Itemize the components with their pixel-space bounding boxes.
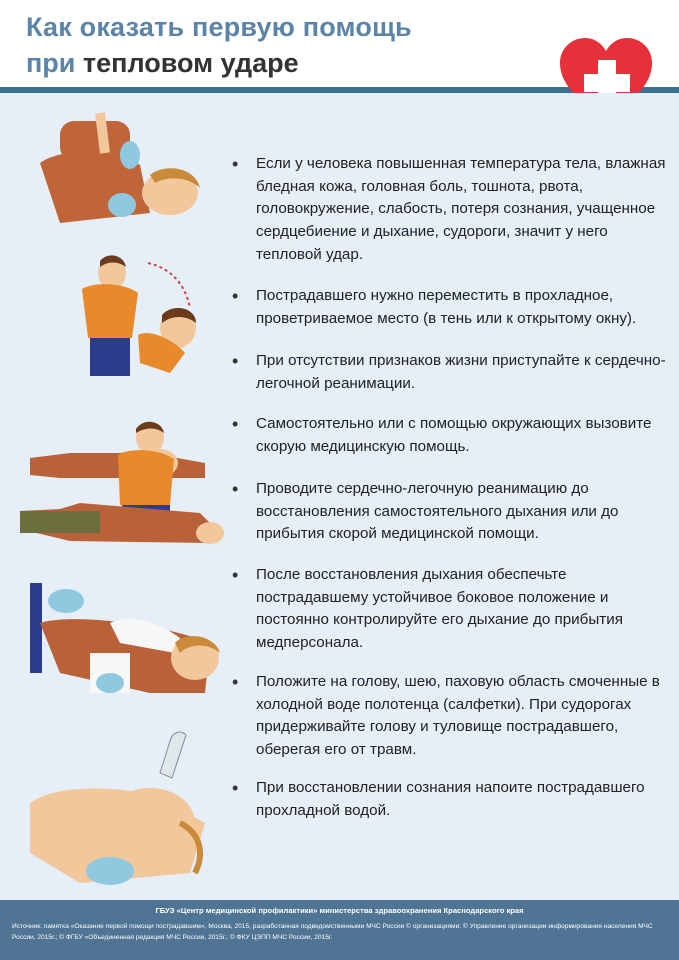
drink-water-illustration <box>30 732 205 885</box>
bullet: • <box>232 154 239 174</box>
check-patient-illustration <box>40 113 200 223</box>
list-item-text: Положите на голову, шею, паховую область смоченные в холодной воде полотенца (салфетки). При судорогах придерживайте голову и туловище пострадавшего, оберегая его от травм. <box>256 673 660 759</box>
list-item-text: При восстановлении сознания напоите пострадавшего прохладной водой. <box>256 779 645 819</box>
bullet: • <box>232 565 239 585</box>
title-line-2 <box>26 48 299 79</box>
bullet: • <box>232 414 239 434</box>
bullet: • <box>232 672 239 692</box>
footer-org: ГБУЗ «Центр медицинской профилактики» министерства здравоохранения Краснодарского края <box>155 906 524 915</box>
footer <box>0 900 679 960</box>
illustrations-column <box>0 93 230 900</box>
list-item-text: При отсутствии признаков жизни приступайте к сердечно-легочной реанимации. <box>256 352 666 392</box>
title-main: тепловом ударе <box>82 48 299 78</box>
bullet: • <box>232 351 239 371</box>
bullet: • <box>232 778 239 798</box>
title-line-1: Как оказать первую помощь <box>26 12 412 42</box>
list-item-text: Пострадавшего нужно переместить в прохладное, проветриваемое место (в тень или к открытому окну). <box>256 287 637 327</box>
list-item-text: Если у человека повышенная температура тела, влажная бледная кожа, головная боль, тошнота, рвота, головокружение, слабость, потеря сознания, учащенное сердцебиение и дыхание, судороги, значит у него тепловой удар. <box>256 155 666 263</box>
content-area <box>0 93 679 900</box>
list-item-text: Проводите сердечно-легочную реанимацию до восстановления самостоятельного дыхания или до прибытия скорой медицинской помощи. <box>256 480 619 543</box>
footer-sources: Источник: памятка «Оказание первой помощи пострадавшим», Москва, 2015, разработанная подведомственными МЧС России © организациями: © Управление организации информирования населения МЧС России, 2015г.; © ФГБУ «Объединенная редакция МЧС России, 2015г.; © ФКУ ЦЭПП МЧС России, 2015г. <box>12 923 653 941</box>
cpr-illustration <box>20 422 224 544</box>
recovery-position-illustration <box>30 583 220 693</box>
list-item-text: Самостоятельно или с помощью окружающих вызовите скорую медицинскую помощь. <box>256 415 652 455</box>
move-patient-illustration <box>30 255 205 478</box>
bullet: • <box>232 479 239 499</box>
list-item-text: После восстановления дыхания обеспечьте пострадавшему устойчивое боковое положение и постоянно контролируйте его дыхание до прибытия медперсонала. <box>256 566 623 652</box>
bullet: • <box>232 286 239 306</box>
title-prefix: при <box>26 48 76 78</box>
